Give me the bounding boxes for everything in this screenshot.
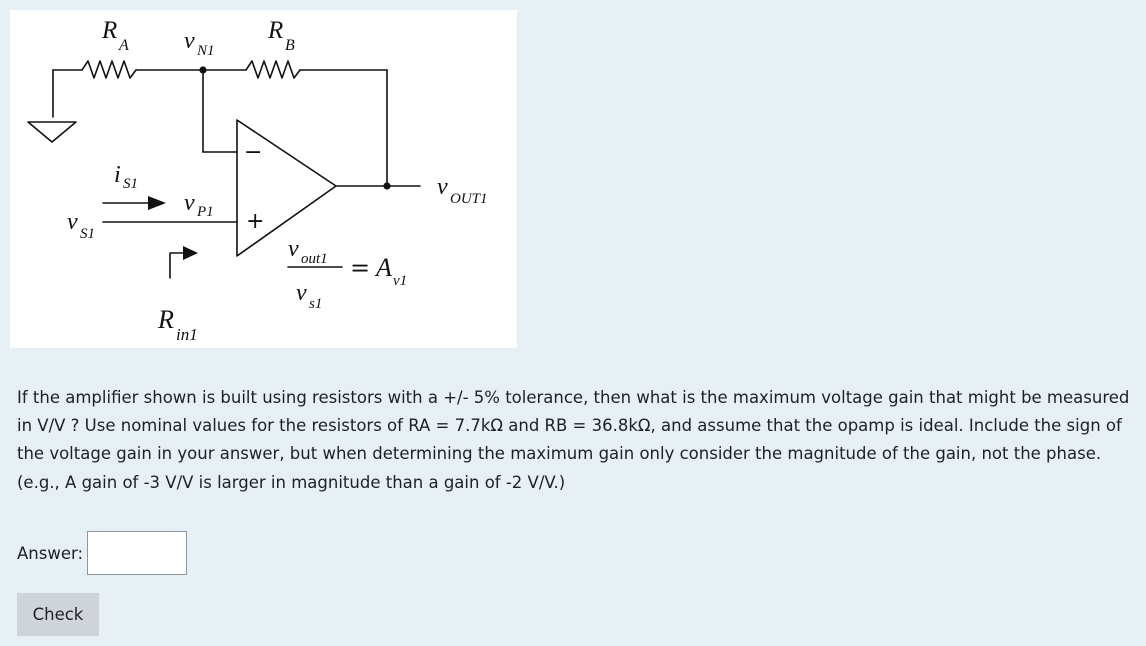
fraction-numerator: v (288, 236, 299, 262)
resistor-rb (246, 61, 387, 186)
resistor-ra (53, 61, 246, 78)
rin-arrowhead (183, 246, 198, 260)
rin1-sub: in1 (176, 325, 198, 344)
rb-label: R (268, 17, 284, 44)
vp1-label: v (184, 190, 195, 216)
vn1-sub: N1 (197, 43, 215, 59)
answer-input[interactable] (87, 531, 187, 575)
fraction-numerator-sub: out1 (301, 251, 328, 267)
ground-symbol (28, 70, 76, 142)
is1-label: i (114, 162, 121, 188)
gain-label: A (376, 253, 392, 282)
answer-label: Answer: (17, 543, 84, 563)
plus-sign: + (246, 209, 265, 234)
ra-sub: A (119, 37, 129, 54)
inverting-input-wire (203, 70, 237, 152)
rin-arrow (170, 253, 185, 278)
minus-sign: − (244, 140, 263, 165)
vn1-label: v (184, 28, 195, 54)
vout1-label: v (437, 174, 448, 200)
rb-sub: B (285, 37, 295, 54)
current-arrowhead (148, 196, 166, 210)
vp1-sub: P1 (197, 204, 214, 220)
node-dot-vn1 (199, 66, 206, 73)
vout1-sub: OUT1 (450, 191, 488, 207)
check-button[interactable]: Check (17, 593, 99, 636)
equals-sign: = (350, 254, 371, 282)
vs1-sub: S1 (80, 226, 95, 242)
question-text: If the amplifier shown is built using resistors with a +/- 5% tolerance, then what is the maximum voltage gain that might be measured in V/V ? Use nominal values for the resistors of RA = 7.7kΩ and RB = 36.8kΩ, and assume that the opamp is ideal. Include the sign of the voltage gain in your answer, but when determining the maximum gain only consider the magnitude of the gain, not the phase. (e.g., A gain of -3 V/V is larger in magnitude than a gain of -2 V/V.) (17, 388, 1130, 492)
is1-sub: S1 (123, 176, 138, 192)
answer-row (17, 530, 187, 576)
node-dot-output (383, 182, 390, 189)
ra-label: R (102, 17, 118, 44)
gain-sub: v1 (393, 273, 408, 289)
circuit-figure (10, 10, 517, 348)
fraction-denominator: v (296, 280, 307, 306)
rin1-label: R (158, 305, 174, 334)
vs1-label: v (67, 209, 78, 235)
fraction-denominator-sub: s1 (309, 296, 323, 312)
